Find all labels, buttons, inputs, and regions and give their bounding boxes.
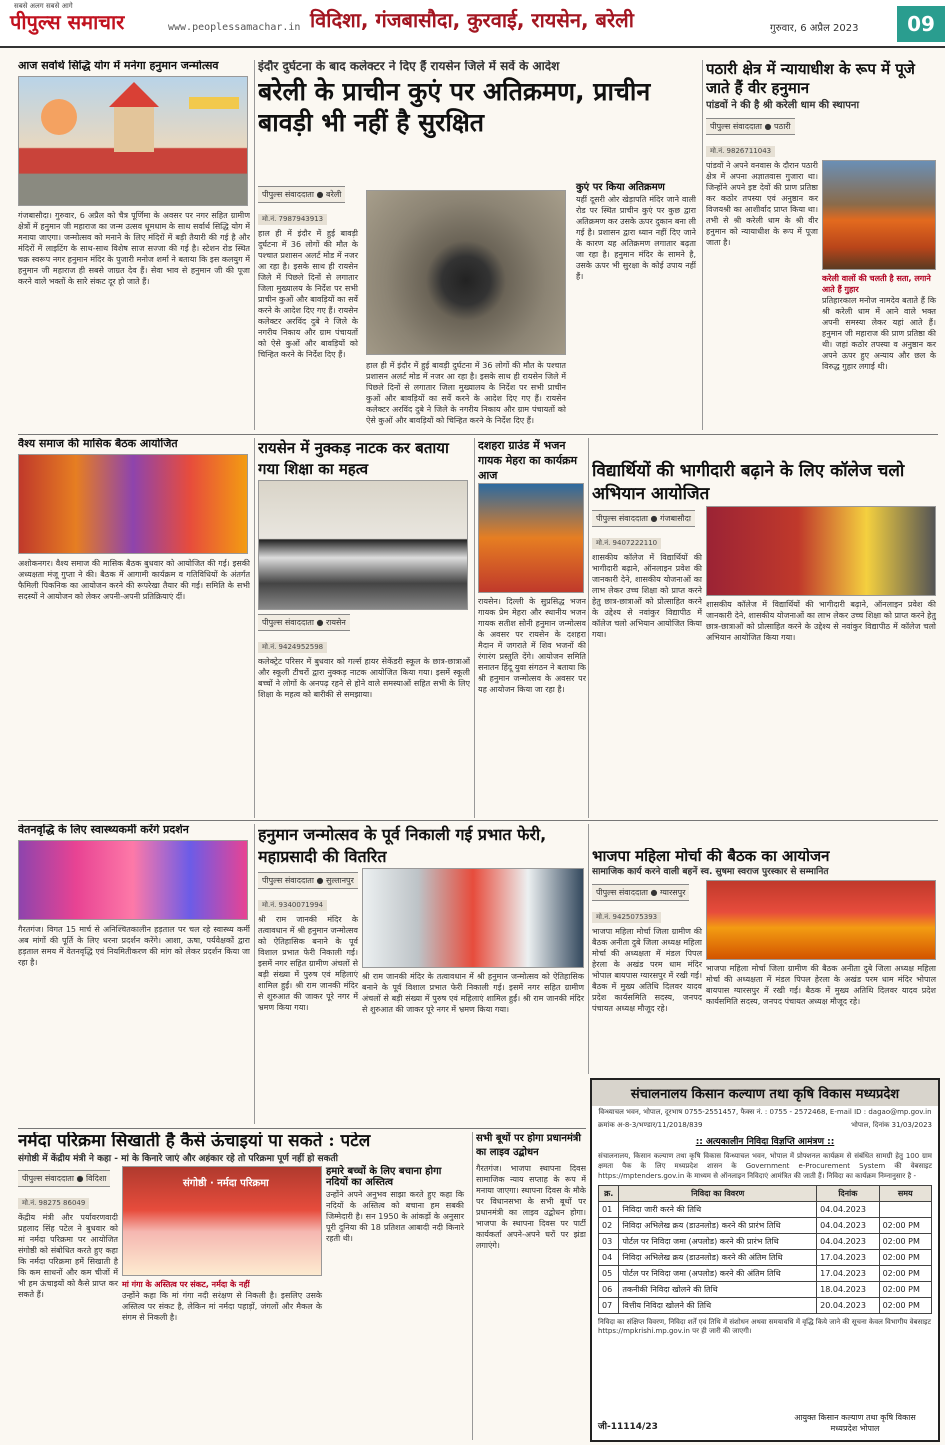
- story-headline: रायसेन में नुक्कड़ नाटक कर बताया गया शिक्षा का महत्व: [258, 439, 449, 478]
- story-headline: वैश्य समाज की मासिक बैठक आयोजित: [18, 438, 178, 450]
- students-photo: [258, 480, 468, 610]
- story-body: भाजपा महिला मोर्चा जिला ग्रामीण की बैठक अनीता दुबे जिला अध्यक्ष महिला मोर्चा की अध्यक्षता में मंडल पिपल हेरला के अखंड परम धाम मंदिर भोपाल बायपास ग्यारसपुर में रखी गई। बैठक में मुख्य अतिथि दिलवर यादव प्रदेश कार्यसमिति सदस्य, जनपद पंचायत अध्यक्ष मौजूद रहे।: [592, 926, 702, 1013]
- logo-tagline: सबसे अलग सबसे आगे: [14, 2, 73, 10]
- notice-text: संचालनालय, किसान कल्याण तथा कृषि विकास विन्ध्याचल भवन, भोपाल में प्रोफ्शनल कार्यक्रम से संबंधित सामग्री हेतु 100 ग्राम क्षमता पैक के लिए मध्यप्रदेश शासन के Government e-Procurement System की वेबसाइट https://mptenders.gov.in के माध्यम से ऑनलाइन निविदाएं आमंत्रित की जाती हैं। निविदा का कार्यक्रम निम्नानुसार है -: [598, 1152, 932, 1180]
- story-body: शासकीय कॉलेज में विद्यार्थियों की भागीदारी बढ़ाने, ऑनलाइन प्रवेश की जानकारी देने, शासकीय योजनाओं का लाभ लेकर उच्च शिक्षा को प्राप्त करने हेतु छात्र-छात्राओं को प्रोत्साहित करने के उद्देश्य से नवांकुर विद्यापीठ में कॉलेज चलो अभियान आयोजित किया गया।: [592, 553, 702, 639]
- temple-illustration: [19, 77, 248, 206]
- protest-photo: [18, 840, 248, 920]
- story-body: गैरतगंज। विगत 15 मार्च से अनिश्चितकालीन हड़ताल पर चल रहे स्वास्थ्य कर्मी अब मांगों की पूर्ति के लिए धरना प्रदर्शन करेंगे। आशा, ऊषा, पर्यवेक्षकों द्वारा हड़ताल समय में वेतनवृद्धि एवं नियमितीकरण की मांग को लेकर प्रदर्शन किया जा रहा है।: [18, 924, 250, 967]
- temple-photo: [18, 76, 248, 206]
- story-lead: [258, 60, 698, 432]
- story-body-continued: हाल ही में इंदौर में हुई बावड़ी दुर्घटना में 36 लोगों की मौत के पश्चात प्रशासन अलर्ट मोड में नजर आ रहा है। इसके साथ ही रायसेन जिले में पिछले दिनों से लगातार जिला मुख्यालय के निर्देश पर सभी प्राचीन कुओं और बावड़ियों का सर्वे करने के आदेश दिए गए हैं। रायसेन कलेक्टर अरविंद दुबे ने जिले के नगरीय निकाय और ग्राम पंचायतों को ऐसे कुओं और बावड़ियों को चिन्हित करने के निर्देश दिए हैं।: [366, 361, 566, 425]
- table-header-row: [599, 1186, 932, 1202]
- story-headline: पठारी क्षेत्र में न्यायाधीश के रूप में पूजे जाते हैं वीर हनुमान: [706, 60, 915, 97]
- byline: पीपुल्स संवाददाता ● सुल्तानपुर: [258, 872, 358, 889]
- story-kicker: इंदौर दुर्घटना के बाद कलेक्टर ने दिए हैं रायसेन जिले में सर्वे के आदेश: [258, 60, 560, 73]
- sidebar-headline: कुएं पर किया अतिक्रमण: [576, 182, 665, 193]
- story-hanuman-yog: [18, 60, 250, 430]
- story-body: गंजबासौदा। गुरुवार, 6 अप्रैल को चैत्र पूर्णिमा के अवसर पर नगर सहित ग्रामीण क्षेत्रों में हनुमान जी महाराज का जन्म उत्सव धूमधाम के साथ सर्वार्थ सिद्धि योग में मनाया जाएगा। जन्मोत्सव को मनाने के लिए मंदिरों में बड़ी तैयारी की गई है और मंदिरों में लाइटिंग के साथ-साथ विशेष साज सज्जा की गई है। स्टेशन रोड स्थित चक्र स्वरूप नगर हनुमान मंदिर के पुजारी मनोज शर्मा ने बताया कि इस कलयुग में हनुमान जी महाराज ही सबसे जाग्रत देव हैं। सेवा भाव से हनुमान जी की पूजा करने वाले भक्तों के सारे संकट दूर हो जाते हैं।: [18, 210, 250, 286]
- col-header-sn: क्र.: [599, 1186, 619, 1202]
- mobile-number: मो.नं. 9826711043: [706, 146, 775, 157]
- story-subhead: सामाजिक कार्य करने वाली बहनें स्व. सुषमा स्वराज पुरस्कार से सम्मानित: [592, 867, 829, 878]
- story-body-continued: भाजपा महिला मोर्चा जिला ग्रामीण की बैठक अनीता दुबे जिला अध्यक्ष महिला मोर्चा की अध्यक्षता में मंडल पिपल हेरला के अखंड परम धाम मंदिर भोपाल बायपास ग्यारसपुर में रखी गई। बैठक में मुख्य अतिथि दिलवर यादव प्रदेश कार्यसमिति सदस्य, जनपद पंचायत अध्यक्ष मौजूद रहे।: [706, 963, 936, 1006]
- story-pathari: [706, 60, 938, 432]
- cell-item: तकनीकी निविदा खोलने की तिथि: [619, 1282, 817, 1298]
- procession-photo: [362, 868, 584, 968]
- box-body: उन्होंने अपने अनुभव साझा करते हुए कहा कि नदियों के अस्तित्व को बचाना हम सबकी जिम्मेदारी है। सन 1950 के आंकड़ों के अनुसार पूरी दुनिया की 18 प्रतिशत आबादी नदी किनारे रहती थी।: [326, 1189, 464, 1243]
- byline: पीपुल्स संवाददाता ● विदिशा: [18, 1170, 110, 1187]
- mobile-number: मो.नं. 9425075393: [592, 912, 661, 923]
- cell-date: 04.04.2023: [817, 1202, 879, 1218]
- story-headline: विद्यार्थियों की भागीदारी बढ़ाने के लिए कॉलेज चलो अभियान आयोजित: [592, 461, 905, 504]
- tender-notice: [590, 1078, 940, 1442]
- mobile-number: मो.नं. 9424952598: [258, 642, 327, 653]
- cell-sn: 03: [599, 1234, 619, 1250]
- cell-item: पोर्टल पर निविदा जमा (अपलोड) करने की प्रारंभ तिथि: [619, 1234, 817, 1250]
- website-link[interactable]: www.peoplessamachar.in: [168, 22, 301, 33]
- table-row: [599, 1218, 932, 1234]
- side-headline: मां गंगा के अस्तित्व पर संकट, नर्मदा के नहीं: [122, 1279, 250, 1289]
- story-body: केंद्रीय मंत्री और पर्यावरणवादी प्रहलाद सिंह पटेल ने बुधवार को मां नर्मदा परिक्रमा पर आयोजित संगोष्ठी को संबोधित करते हुए कहा कि नर्मदा परिक्रमा हमें सिखाती है कि कम साधनों और कम चीजों में भी हम ऊंचाइयों को कैसे प्राप्त कर सकते हैं।: [18, 1212, 118, 1299]
- cell-time: 02:00 PM: [879, 1298, 931, 1314]
- meeting-photo: [18, 454, 248, 554]
- story-bjp: [592, 848, 938, 1076]
- newspaper-logo: पीपुल्स समाचार: [10, 10, 125, 34]
- cell-time: 02:00 PM: [879, 1250, 931, 1266]
- col-header-time: समय: [879, 1186, 931, 1202]
- notice-number: जी-11114/23: [598, 1422, 658, 1432]
- story-body: अशोकनगर। वैश्य समाज की मासिक बैठक बुधवार को आयोजित की गई। इसकी अध्यक्षता मंजू गुप्ता ने की। बैठक में आगामी कार्यक्रम व गतिविधियों के अंतर्गत फैमिली पिकनिक का आयोजन करने की रूपरेखा तैयार की गई। समिति के सभी सदस्यों ने आयोजन को लेकर अपनी-अपनी प्रतिक्रियाएं दीं।: [18, 558, 250, 601]
- cell-item: निविदा अभिलेख क्रय (डाउनलोड) करने की प्रारंभ तिथि: [619, 1218, 817, 1234]
- mobile-number: मो.नं. 9340071994: [258, 900, 327, 911]
- byline: पीपुल्स संवाददाता ● पठारी: [706, 118, 795, 135]
- stage-banner: संगोष्ठी · नर्मदा परिक्रमा: [183, 1177, 269, 1189]
- story-subhead: संगोष्ठी में केंद्रीय मंत्री ने कहा - मां के किनारे जाएं और अहंकार रहे तो परिक्रमा पूर्ण नहीं हो सकती: [18, 1153, 338, 1164]
- story-nukkad: [258, 438, 470, 818]
- cell-date: 20.04.2023: [817, 1298, 879, 1314]
- byline: पीपुल्स संवाददाता ● रायसेन: [258, 614, 350, 631]
- story-body: पांडवों ने अपने वनवास के दौरान पठारी क्षेत्र में अपना अज्ञातवास गुजारा था। जिन्होंने अपने इष्ट देवों की प्राण प्रतिष्ठा कर कठोर तपस्या एवं अनुष्ठान कर विजयश्री का आशीर्वाद प्राप्त किया था। तभी से श्री करेली धाम के श्री वीर हनुमान को न्यायाधीश के रूप में पूजा जाता है।: [706, 160, 818, 247]
- table-row: [599, 1234, 932, 1250]
- story-headline: हनुमान जन्मोत्सव के पूर्व निकाली गई प्रभात फेरी, महाप्रसादी की वितरित: [258, 825, 547, 866]
- story-headline: नर्मदा परिक्रमा सिखाती है कैसे ऊंचाइयां पा सकते : पटेल: [18, 1132, 371, 1151]
- notice-address: विन्ध्याचल भवन, भोपाल, दूरभाष 0755-2551457, फैक्स नं. : 0755 - 2572468, E-mail ID : dagao@mp.gov.in: [598, 1108, 932, 1116]
- side-body: उन्होंने कहा कि मां गंगा नदी सरंक्षण से निकली है। इसलिए उसके अस्तित्व पर संकट है, लेकिन मां नर्मदा पहाड़ों, जंगलों और मैकल के संगम से निकली है।: [122, 1290, 322, 1322]
- story-headline: बरेली के प्राचीन कुएं पर अतिक्रमण, प्राचीन बावड़ी भी नहीं है सुरक्षित: [258, 76, 651, 137]
- story-prabhat: [258, 824, 586, 1124]
- cell-date: 18.04.2023: [817, 1282, 879, 1298]
- cell-item: पोर्टल पर निविदा जमा (अपलोड) करने की अंतिम तिथि: [619, 1266, 817, 1282]
- story-narmada: [18, 1132, 468, 1440]
- story-headline: आज सर्वार्थ सिद्धि योग में मनेगा हनुमान जन्मोत्सव: [18, 60, 219, 72]
- notice-signature: आयुक्त किसान कल्याण तथा कृषि विकास मध्यप्रदेश भोपाल: [794, 1413, 916, 1433]
- bjp-meeting-photo: [706, 880, 936, 960]
- hanuman-poster: [478, 483, 584, 593]
- page-number: 09: [897, 6, 945, 42]
- col-header-date: दिनांक: [817, 1186, 879, 1202]
- byline: पीपुल्स संवाददाता ● ग्यारसपुर: [592, 884, 689, 901]
- story-body-continued: शासकीय कॉलेज में विद्यार्थियों की भागीदारी बढ़ाने, ऑनलाइन प्रवेश की जानकारी देने, शासकीय योजनाओं का लाभ लेकर उच्च शिक्षा को प्राप्त करने हेतु छात्र-छात्राओं को प्रोत्साहित करने के उद्देश्य से नवांकुर विद्यापीठ में कॉलेज चलो अभियान आयोजित किया गया।: [706, 600, 936, 642]
- cell-sn: 04: [599, 1250, 619, 1266]
- story-body: कलेक्ट्रेट परिसर में बुधवार को गर्ल्स हायर सेकेंडरी स्कूल के छात्र-छात्राओं और स्कूली टीचरों द्वारा नुक्कड़ नाटक आयोजित किया गया। इसमें स्कूली बच्चों ने लोगों के अनपढ़ रहने से होने वाले समस्याओं सहित सभी के लिए शिक्षा के महत्व को बारीकी से समझाया।: [258, 657, 470, 699]
- table-row: [599, 1298, 932, 1314]
- cell-sn: 07: [599, 1298, 619, 1314]
- cell-item: निविदा अभिलेख क्रय (डाउनलोड) करने की अंतिम तिथि: [619, 1250, 817, 1266]
- tender-schedule-table: [598, 1185, 932, 1314]
- story-headline: भाजपा महिला मोर्चा की बैठक का आयोजन: [592, 848, 830, 865]
- story-college: [592, 460, 938, 818]
- notice-ref-date: भोपाल, दिनांक 31/03/2023: [851, 1121, 932, 1129]
- table-row: [599, 1266, 932, 1282]
- notice-title: संचालनालय किसान कल्याण तथा कृषि विकास मध्यप्रदेश: [592, 1080, 938, 1106]
- cell-time: 02:00 PM: [879, 1282, 931, 1298]
- table-row: [599, 1202, 932, 1218]
- story-booth: [476, 1132, 586, 1440]
- cell-item: वित्तीय निविदा खोलने की तिथि: [619, 1298, 817, 1314]
- col-header-item: निविदा का विवरण: [619, 1186, 817, 1202]
- college-event-photo: [706, 506, 936, 596]
- cell-sn: 02: [599, 1218, 619, 1234]
- cell-sn: 05: [599, 1266, 619, 1282]
- cell-date: 17.04.2023: [817, 1250, 879, 1266]
- notice-reference: [592, 1119, 938, 1132]
- cell-date: 04.04.2023: [817, 1218, 879, 1234]
- cell-item: निविदा जारी करने की तिथि: [619, 1202, 817, 1218]
- story-headline: वेतनवृद्धि के लिए स्वास्थ्यकर्मी करेंगे प्रदर्शन: [18, 824, 189, 836]
- story-body: गैरतगंज। भाजपा स्थापना दिवस सामाजिक न्याय सप्ताह के रूप में मनाया जाएगा। स्थापना दिवस के मौके पर विधानसभा के सभी बूथों पर प्रधानमंत्री का लाइव उद्बोधन होगा। भाजपा के स्थापना दिवस पर पार्टी कार्यकर्ता अपने-अपने घरों पर झंडा लगाएंगे।: [476, 1164, 586, 1250]
- masthead: [0, 0, 945, 48]
- section-title: विदिशा, गंजबासौदा, कुरवाई, रायसेन, बरेली: [310, 8, 634, 32]
- story-health: [18, 824, 250, 1124]
- table-row: [599, 1282, 932, 1298]
- cell-time: [879, 1202, 931, 1218]
- story-headline: दशहरा ग्राउंड में भजन गायक मेहरा का कार्यक्रम आज: [478, 439, 578, 482]
- mobile-number: मो.नं. 98275 86049: [18, 1198, 89, 1209]
- notice-ref-number: क्रमांक अ-8-3/भण्डार/11/2018/839: [598, 1121, 703, 1129]
- well-photo: [366, 190, 566, 355]
- mobile-number: मो.नं. 7987943913: [258, 214, 327, 225]
- notice-footer: निविदा का संक्षिप्त विवरण, निविदा शर्तें एवं तिथि में संशोधन अथवा समयावधि में वृद्धि किये जाने की सूचना केवल विभागीय वेबसाइट https://mpkrishi.mp.gov.in पर ही जारी की जाएगी।: [598, 1318, 931, 1335]
- story-body: श्री राम जानकी मंदिर के तत्वावधान में श्री हनुमान जन्मोत्सव को ऐतिहासिक बनाने के पूर्व विशाल प्रभात फेरी निकाली गई। इसमें नगर सहित ग्रामीण अंचलों से बड़ी संख्या में पुरुष एवं महिलाएं शामिल हुईं। श्री राम जानकी मंदिर से शुरुआत की जाकर पूरे नगर में भ्रमण किया गया।: [258, 915, 358, 1012]
- story-body: हाल ही में इंदौर में हुई बावड़ी दुर्घटना में 36 लोगों की मौत के पश्चात प्रशासन अलर्ट मोड में नजर आ रहा है। इसके साथ ही रायसेन जिले में पिछले दिनों से लगातार जिला मुख्यालय के निर्देश पर सभी प्राचीन कुओं और बावड़ियों का सर्वे करने के आदेश दिए गए हैं। रायसेन कलेक्टर अरविंद दुबे ने जिले के नगरीय निकाय और ग्राम पंचायतों को ऐसे कुओं और बावड़ियों को चिन्हित करने के निर्देश दिए हैं।: [258, 229, 358, 359]
- dateline: गुरुवार, 6 अप्रैल 2023: [770, 23, 859, 34]
- story-headline: सभी बूथों पर होगा प्रधानमंत्री का लाइव उद्बोधन: [476, 1133, 581, 1158]
- cell-sn: 06: [599, 1282, 619, 1298]
- cell-time: 02:00 PM: [879, 1218, 931, 1234]
- cell-date: 17.04.2023: [817, 1266, 879, 1282]
- mobile-number: मो.नं. 9407222110: [592, 538, 661, 549]
- cell-time: 02:00 PM: [879, 1234, 931, 1250]
- story-vaishya: [18, 438, 250, 818]
- story-subhead: पांडवों ने की है श्री करेली धाम की स्थापना: [706, 100, 860, 111]
- table-row: [599, 1250, 932, 1266]
- cell-sn: 01: [599, 1202, 619, 1218]
- story-bhajan: [478, 438, 586, 818]
- cell-time: 02:00 PM: [879, 1266, 931, 1282]
- byline: पीपुल्स संवाददाता ● गंजबासौदा: [592, 510, 695, 527]
- notice-subtitle: :: अत्यकालीन निविदा विज्ञप्ति आमंत्रण ::: [695, 1137, 835, 1147]
- byline: पीपुल्स संवाददाता ● बरेली: [258, 186, 345, 203]
- photo-caption: करेली वालों की चलती है सता, लगाने आते हैं गुहार: [822, 273, 931, 294]
- story-body-continued: श्री राम जानकी मंदिर के तत्वावधान में श्री हनुमान जन्मोत्सव को ऐतिहासिक बनाने के पूर्व विशाल प्रभात फेरी निकाली गई। इसमें नगर सहित ग्रामीण अंचलों से बड़ी संख्या में पुरुष एवं महिलाएं शामिल हुईं। श्री राम जानकी मंदिर से शुरुआत की जाकर पूरे नगर में भ्रमण किया गया।: [362, 972, 584, 1014]
- cell-date: 04.04.2023: [817, 1234, 879, 1250]
- seminar-photo: [122, 1166, 322, 1276]
- hanuman-idol-photo: [822, 160, 936, 270]
- story-body: रायसेन। दिल्ली के सुप्रसिद्ध भजन गायक प्रेम मेहरा और स्थानीय भजन गायक सतीश सोनी हनुमान जन्मोत्सव के अवसर पर रायसेन के दशहरा मैदान में जगराते में शिव भजनों की रंगारंग प्रस्तुति देंगे। आयोजन समिति सनातन हिंदू युवा संगठन ने बताया कि श्री हनुमान जन्मोत्सव के अवसर पर यह आयोजन किया जा रहा है।: [478, 597, 586, 694]
- box-headline: हमारे बच्चों के लिए बचाना होगा नदियों का अस्तित्व: [326, 1165, 442, 1189]
- sidebar-body: यहीं दूसरी ओर खेड़ापति मंदिर जाने वाली रोड पर स्थित प्राचीन कुएं पर कुछ द्वारा अतिक्रमण कर उसके ऊपर दुकान बना ली गई है। प्रशासन द्वारा ध्यान नहीं दिए जाने के कारण यह अतिक्रमण लगातार बढ़ता जा रहा है। हनुमान मंदिर के सामने है, उसके ऊपर भी सुरक्षा के कोई उपाय नहीं हैं।: [576, 194, 696, 281]
- photo-body: प्रतिहारकाल मनोज नामदेव बताते हैं कि श्री करेली धाम में आने वाले भक्त अपनी समस्या लेकर यहां आते हैं। हनुमान जी महाराज की प्राण प्रतिष्ठा की थी। जहां कठोर तपस्या व अनुष्ठान कर अपने ऊपर हुए अन्याय और छल के विरुद्ध गुहार लगाई थी।: [822, 295, 936, 371]
